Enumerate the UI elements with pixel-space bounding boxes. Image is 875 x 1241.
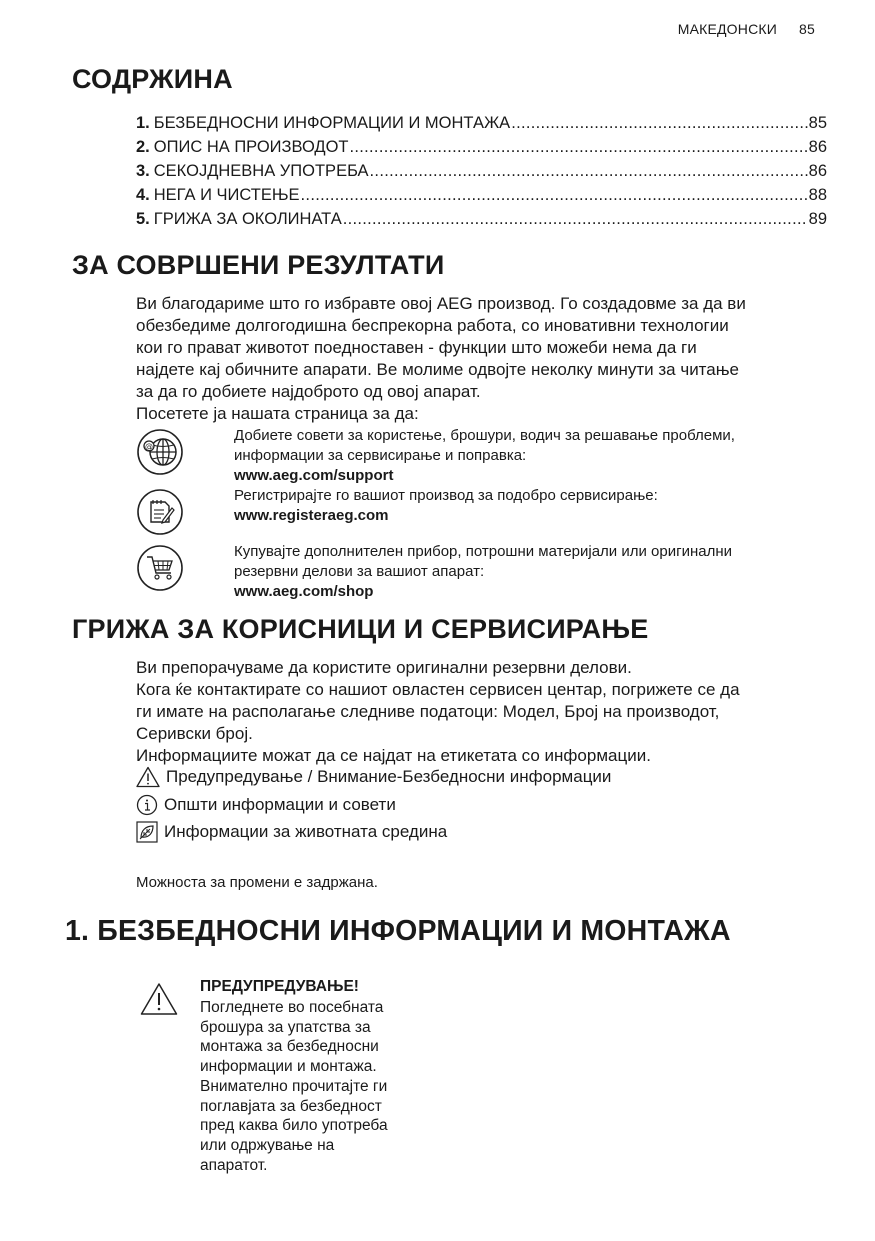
toc-item-label: БЕЗБЕДНОСНИ ИНФОРМАЦИИ И МОНТАЖА xyxy=(153,114,511,132)
leaf-icon xyxy=(136,821,158,843)
link-description-line: резервни делови за вашиот апарат: xyxy=(234,563,485,580)
warning-icon xyxy=(140,982,178,1016)
legend-label: Општи информации и совети xyxy=(164,795,396,814)
warning-line: информации и монтажа. xyxy=(200,1058,377,1076)
changes-reserved-note: Можноста за промени е задржана. xyxy=(136,874,378,891)
warning-title: ПРЕДУПРЕДУВАЊЕ! xyxy=(200,978,359,995)
shop-url-link[interactable]: www.aeg.com/shop xyxy=(234,583,374,600)
toc-item-page: 86 xyxy=(808,162,827,180)
care-line: Серивски број. xyxy=(136,724,253,743)
link-description-line: Купувајте дополнителен прибор, потрошни материјали или оригинални xyxy=(234,543,732,560)
intro-line: Ви благодариме што го избравте овој AEG производ. Го создадовме за да ви xyxy=(136,294,746,313)
toc-item[interactable] xyxy=(136,183,827,207)
toc-item-number: 4. xyxy=(136,186,150,204)
page-number: 85 xyxy=(799,21,815,37)
warning-line: Внимателно прочитајте ги xyxy=(200,1077,388,1095)
legend-label: Информации за животната средина xyxy=(164,822,448,841)
intro-line: кои го прават животот поедноставен - функции што можеби нема да ги xyxy=(136,338,697,357)
shop-link-text xyxy=(234,542,834,602)
toc-item-number: 1. xyxy=(136,114,150,132)
toc-item[interactable] xyxy=(136,111,827,135)
warning-line: Погледнете во посебната xyxy=(200,999,384,1016)
toc-title: СОДРЖИНА xyxy=(72,64,233,94)
svg-text:@: @ xyxy=(145,442,153,451)
legend-info xyxy=(136,794,396,816)
toc-item-page: 86 xyxy=(808,138,827,156)
legend-environment xyxy=(136,821,447,843)
toc-leader-dots xyxy=(343,207,808,231)
customer-care-title: ГРИЖА ЗА КОРИСНИЦИ И СЕРВИСИРАЊЕ xyxy=(72,614,649,644)
register-link-text xyxy=(234,486,834,526)
warning-line: или одржување на xyxy=(200,1136,335,1154)
toc-leader-dots xyxy=(301,183,808,207)
intro-line: најдете кај обичните апарати. Ве молиме одвојте неколку минути за читање xyxy=(136,360,740,379)
toc-item-page: 85 xyxy=(808,114,827,132)
toc-item-label: ОПИС НА ПРОИЗВОДОТ xyxy=(153,138,349,156)
warning-line: апаратот. xyxy=(200,1156,268,1174)
intro-line: обезбедиме долгогодишна беспрекорна работа, со иновативни технологии xyxy=(136,316,729,335)
toc-item-page: 89 xyxy=(808,210,827,228)
warning-line: монтажа за безбедносни xyxy=(200,1038,379,1056)
perfect-results-title: ЗА СОВРШЕНИ РЕЗУЛТАТИ xyxy=(72,250,445,280)
toc-item-page: 88 xyxy=(808,186,827,204)
toc-leader-dots xyxy=(511,111,807,135)
intro-line: Посетете ја нашата страница за да: xyxy=(136,404,419,423)
legend-warning xyxy=(136,766,611,788)
care-line: Информациите можат да се најдат на етикетата со информации. xyxy=(136,746,651,765)
toc-item[interactable] xyxy=(136,207,827,231)
register-link-row xyxy=(136,486,836,538)
toc-item-number: 5. xyxy=(136,210,150,228)
page-header xyxy=(678,21,815,37)
care-line: Кога ќе контактирате со нашиот овластен сервисен центар, погрижете се да xyxy=(136,680,740,699)
link-description-line: информации за сервисирање и поправка: xyxy=(234,447,527,464)
legend-label: Предупредување / Внимание-Безбедносни информации xyxy=(166,767,612,786)
customer-care-text xyxy=(136,657,836,767)
register-icon xyxy=(136,488,184,536)
care-line: Ви препорачуваме да користите оригинални резервни делови. xyxy=(136,658,632,677)
warning-body xyxy=(200,998,430,1175)
perfect-results-intro xyxy=(136,293,836,425)
warning-icon xyxy=(136,766,160,788)
toc-item-label: НЕГА И ЧИСТЕЊЕ xyxy=(153,186,300,204)
table-of-contents xyxy=(136,111,827,231)
toc-item-number: 2. xyxy=(136,138,150,156)
toc-item-label: СЕКОЈДНЕВНА УПОТРЕБА xyxy=(153,162,369,180)
intro-line: за да го добиете најдоброто од овој апарат. xyxy=(136,382,481,401)
info-icon xyxy=(136,794,158,816)
toc-item[interactable] xyxy=(136,159,827,183)
link-description-line: Регистрирајте го вашиот производ за подобро сервисирање: xyxy=(234,487,658,504)
toc-leader-dots xyxy=(350,135,808,159)
care-line: ги имате на располагање следниве податоци: Модел, Број на производот, xyxy=(136,702,720,721)
register-url-link[interactable]: www.registeraeg.com xyxy=(234,507,389,524)
warning-line: брошура за упатства за xyxy=(200,1018,371,1036)
link-description-line: Добиете совети за користење, брошури, водич за решавање проблеми, xyxy=(234,427,735,444)
toc-item-label: ГРИЖА ЗА ОКОЛИНАТА xyxy=(153,210,342,228)
support-link-row xyxy=(136,426,836,486)
globe-icon xyxy=(136,428,184,476)
warning-line: пред каква било употреба xyxy=(200,1117,388,1135)
toc-item-number: 3. xyxy=(136,162,150,180)
safety-section-title: 1. БЕЗБЕДНОСНИ ИНФОРМАЦИИ И МОНТАЖА xyxy=(65,915,731,947)
support-url-link[interactable]: www.aeg.com/support xyxy=(234,467,394,484)
shop-link-row xyxy=(136,542,836,602)
toc-leader-dots xyxy=(370,159,808,183)
support-link-text xyxy=(234,426,834,486)
language-label: МАКЕДОНСКИ xyxy=(677,21,778,37)
toc-item[interactable] xyxy=(136,135,827,159)
warning-line: поглавјата за безбедност xyxy=(200,1097,382,1115)
cart-icon xyxy=(136,544,184,592)
